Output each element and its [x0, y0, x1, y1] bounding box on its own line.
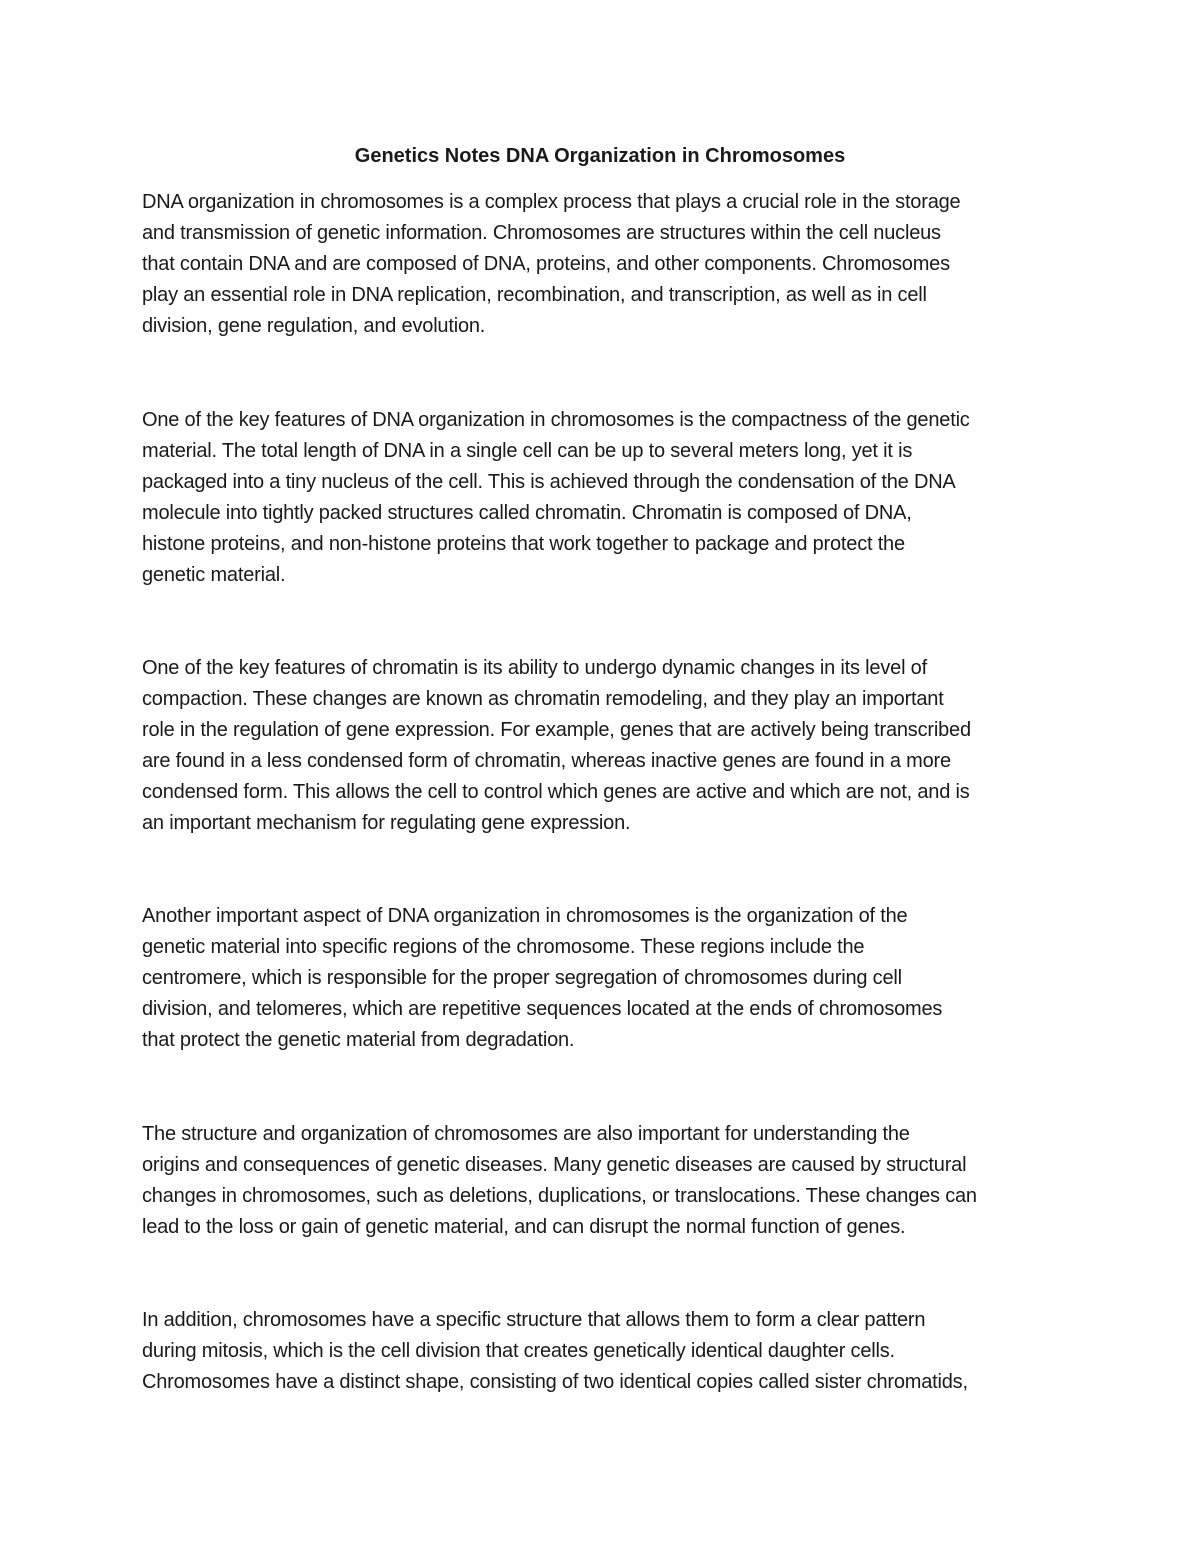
text-line: centromere, which is responsible for the proper segregation of chromosomes during cell — [142, 967, 902, 989]
text-line: play an essential role in DNA replication, recombination, and transcription, as well as in cell — [142, 284, 927, 306]
text-line: In addition, chromosomes have a specific structure that allows them to form a clear pattern — [142, 1309, 926, 1331]
text-line: One of the key features of DNA organization in chromosomes is the compactness of the genetic — [142, 409, 970, 431]
text-line: genetic material into specific regions of the chromosome. These regions include the — [142, 936, 865, 958]
text-line: genetic material. — [142, 564, 286, 586]
text-line: compaction. These changes are known as chromatin remodeling, and they play an important — [142, 688, 944, 710]
text-line: during mitosis, which is the cell division that creates genetically identical daughter cells. — [142, 1340, 895, 1362]
text-line: Another important aspect of DNA organization in chromosomes is the organization of the — [142, 905, 908, 927]
text-line: material. The total length of DNA in a single cell can be up to several meters long, yet it is — [142, 440, 913, 462]
paragraph — [142, 901, 1072, 1056]
text-line: are found in a less condensed form of chromatin, whereas inactive genes are found in a more — [142, 750, 951, 772]
paragraph — [142, 1119, 1072, 1243]
paragraph — [142, 187, 1072, 342]
text-line: DNA organization in chromosomes is a complex process that plays a crucial role in the storage — [142, 191, 961, 213]
text-line: an important mechanism for regulating gene expression. — [142, 812, 631, 834]
text-line: origins and consequences of genetic diseases. Many genetic diseases are caused by structural — [142, 1154, 967, 1176]
text-line: division, and telomeres, which are repetitive sequences located at the ends of chromosomes — [142, 998, 943, 1020]
document-title: Genetics Notes DNA Organization in Chromosomes — [354, 145, 846, 167]
text-line: One of the key features of chromatin is its ability to undergo dynamic changes in its level of — [142, 657, 927, 679]
text-line: condensed form. This allows the cell to control which genes are active and which are not, and is — [142, 781, 970, 803]
paragraph — [142, 1305, 1072, 1398]
text-line: packaged into a tiny nucleus of the cell. This is achieved through the condensation of the DNA — [142, 471, 956, 493]
text-line: histone proteins, and non-histone proteins that work together to package and protect the — [142, 533, 905, 555]
text-line: molecule into tightly packed structures called chromatin. Chromatin is composed of DNA, — [142, 502, 912, 524]
text-line: lead to the loss or gain of genetic material, and can disrupt the normal function of genes. — [142, 1216, 906, 1238]
text-line: that contain DNA and are composed of DNA, proteins, and other components. Chromosomes — [142, 253, 950, 275]
text-line: that protect the genetic material from degradation. — [142, 1029, 575, 1051]
text-line: changes in chromosomes, such as deletions, duplications, or translocations. These changes can — [142, 1185, 977, 1207]
text-line: The structure and organization of chromosomes are also important for understanding the — [142, 1123, 910, 1145]
paragraph — [142, 405, 1072, 591]
text-line: and transmission of genetic information. Chromosomes are structures within the cell nucleus — [142, 222, 941, 244]
text-line: division, gene regulation, and evolution. — [142, 315, 486, 337]
text-line: Chromosomes have a distinct shape, consisting of two identical copies called sister chromatids, — [142, 1371, 968, 1393]
paragraph — [142, 653, 1072, 839]
text-line: role in the regulation of gene expression. For example, genes that are actively being transcribed — [142, 719, 971, 741]
